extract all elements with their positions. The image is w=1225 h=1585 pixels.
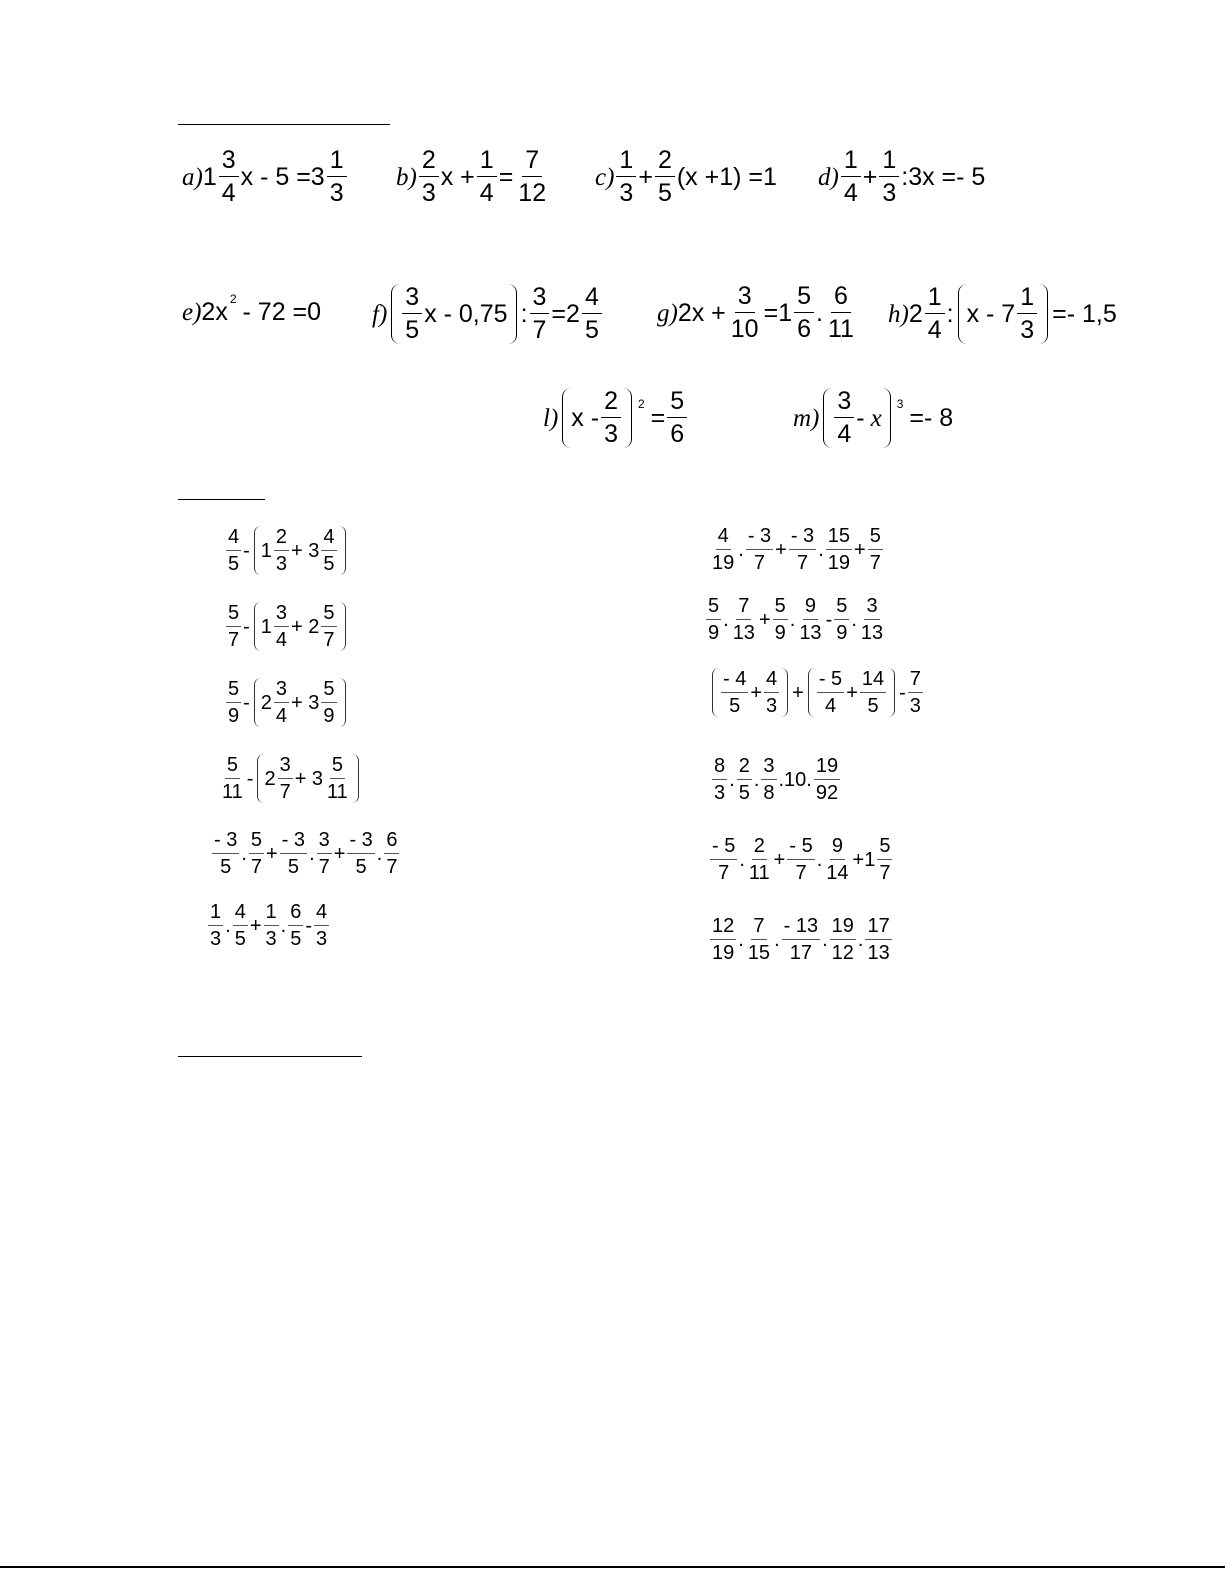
fraction: 5 7 xyxy=(228,602,240,651)
fraction: 19 12 xyxy=(831,915,854,964)
fraction: 8 3 xyxy=(714,755,726,804)
fraction: 4 5 xyxy=(582,285,602,343)
expression-right-1: 4 19 . - 3 7 + $\frac{- 3}{7}$ . 15 19 + $\frac{5}{7}$ xyxy=(712,525,881,574)
section3-heading-rule xyxy=(178,1056,362,1057)
equation-a: a) 1 3 4 x - 5 =3 1 3 xyxy=(182,148,349,206)
equation-e: e) 2x 2 - 72 =0 xyxy=(182,291,322,326)
fraction: 9 13 xyxy=(799,595,822,644)
expression-right-2: 5 9 . 7 13 + $\frac{5}{9}$ . 9 13 - 5 9 . 3 13 xyxy=(708,595,884,644)
fraction: 1 4 xyxy=(841,148,861,206)
fraction: 9 14 xyxy=(826,835,849,884)
equation-m: m) 3 4 - x 3 =- 8 xyxy=(793,387,954,448)
fraction: 12 19 xyxy=(712,915,735,964)
fraction: 3 7 xyxy=(318,829,330,878)
fraction: 3 13 xyxy=(860,595,884,644)
fraction: 5 9 xyxy=(228,678,240,727)
fraction: 3 4 xyxy=(219,148,239,206)
fraction: 1 4 xyxy=(925,285,945,343)
fraction: $\frac{5}{7}$ xyxy=(869,525,881,574)
fraction: 3 8 xyxy=(763,755,775,804)
parenthesis-group: 3 5 x - 0,75 xyxy=(391,284,516,344)
fraction: 1 3 xyxy=(616,148,636,206)
fraction: $\frac{- 5}{7}$ xyxy=(789,835,813,884)
fraction: 4 5 xyxy=(323,526,335,575)
fraction: 3 4 xyxy=(275,602,288,651)
fraction: $\frac{1}{3}$ xyxy=(265,901,277,950)
page-bottom-rule xyxy=(0,1566,1225,1568)
equation-c: c) 1 3 + $\frac{2}{5}$ (x +1) =1 xyxy=(595,146,777,207)
expression-right-4: 8 3 . 2 5 . 3 8 .10. 19 92 xyxy=(714,755,839,804)
fraction: 6 7 xyxy=(386,829,398,878)
fraction: 2 3 xyxy=(601,389,621,447)
equation-d: d) 1 4 + $\frac{1}{3}$ :3x =- 5 xyxy=(818,146,986,207)
expression-left-5: - 3 5 . 5 7 + $\frac{- 3}{5}$ . 3 7 + $\frac{- 3}{5}$ . 6 7 xyxy=(214,829,398,878)
fraction: 19 92 xyxy=(815,755,839,804)
fraction: 1 3 xyxy=(327,148,347,206)
fraction: - 13 17 xyxy=(783,915,819,964)
fraction: $\frac{3}{7}$ xyxy=(530,285,550,343)
parenthesis-group: 2 3 7 + 3 5 11 xyxy=(257,754,358,803)
fraction: 6 5 xyxy=(290,901,302,950)
fraction: $\frac{1}{4}$ xyxy=(477,148,497,206)
fraction: 3 4 xyxy=(275,678,288,727)
fraction: 5 7 xyxy=(879,835,891,884)
fraction: 2 3 xyxy=(419,148,439,206)
fraction: 15 19 xyxy=(827,525,850,574)
fraction: $\frac{- 3}{5}$ xyxy=(349,829,373,878)
fraction: 5 11 xyxy=(327,754,348,803)
fraction: 2 5 xyxy=(738,755,750,804)
fraction: $\frac{4}{3}$ xyxy=(766,668,778,717)
fraction: 17 13 xyxy=(867,915,890,964)
parenthesis-group: x - 2 3 xyxy=(562,388,632,448)
expression-right-6: 12 19 . 7 15 . - 13 17 . 19 12 . 17 13 xyxy=(712,915,890,964)
parenthesis-group: 3 4 - x xyxy=(823,388,890,448)
fraction: $\frac{14}{5}$ xyxy=(861,668,885,717)
equation-g: g) 2x + $\frac{3}{10}$ =1 5 6 . 6 11 xyxy=(657,284,859,342)
section1-heading-rule xyxy=(178,124,390,125)
fraction: $\frac{3}{10}$ xyxy=(730,282,759,343)
expression-left-2: 5 7 - 1 3 4 + 2 5 7 xyxy=(224,602,350,651)
expression-right-5: - 5 7 . 2 11 + $\frac{- 5}{7}$ . 9 14 +1 5 7 xyxy=(712,835,891,884)
equation-l: l) x - 2 3 2 = $\frac{5}{6}$ xyxy=(543,388,689,448)
parenthesis-group: - 5 4 + $\frac{14}{5}$ xyxy=(808,668,895,717)
equation-b: b) 2 3 x + $\frac{1}{4}$ = $\frac{7}{12}$ xyxy=(396,148,551,206)
fraction: 5 9 xyxy=(836,595,848,644)
equation-f: f) 3 5 x - 0,75 : $\frac{3}{7}$ =2 4 5 xyxy=(372,284,604,344)
fraction: - 3 5 xyxy=(214,829,238,878)
fraction: 7 15 xyxy=(747,915,771,964)
equation-h: h) 2 1 4 : x - 7 1 3 =- 1,5 xyxy=(888,283,1117,344)
fraction: $\frac{- 3}{5}$ xyxy=(281,829,306,878)
fraction: 7 13 xyxy=(732,595,755,644)
fraction: 3 5 xyxy=(402,285,422,343)
fraction: $\frac{5}{6}$ xyxy=(667,389,687,447)
fraction: $\frac{- 3}{7}$ xyxy=(790,525,815,574)
parenthesis-group: 1 3 4 + 2 5 7 xyxy=(254,602,346,651)
expression-left-1: 4 5 - 1 2 3 + 3 4 5 xyxy=(224,526,350,575)
fraction: 4 19 xyxy=(712,525,735,574)
fraction: 3 4 xyxy=(834,389,854,447)
fraction: 4 5 xyxy=(228,526,240,575)
fraction: 5 7 xyxy=(250,829,263,878)
fraction: $\frac{2}{5}$ xyxy=(655,148,675,206)
fraction: 5 11 xyxy=(222,754,243,803)
fraction: 2 11 xyxy=(748,835,770,884)
section2-heading-rule xyxy=(178,499,265,500)
fraction: - 3 7 xyxy=(747,525,772,574)
fraction: 7 3 xyxy=(909,668,921,717)
fraction: - 5 7 xyxy=(712,835,736,884)
parenthesis-group: 1 2 3 + 3 4 5 xyxy=(254,526,346,575)
expression-left-4: 5 11 - 2 3 7 + 3 5 11 xyxy=(218,754,363,803)
fraction: 2 3 xyxy=(275,526,288,575)
expression-left-6: 1 3 . 4 5 + $\frac{1}{3}$ . 6 5 - 4 3 xyxy=(210,901,328,950)
fraction: 6 11 xyxy=(827,282,854,343)
fraction: 3 7 xyxy=(279,754,291,803)
fraction: 1 3 xyxy=(210,901,222,950)
fraction: 5 9 xyxy=(708,595,720,644)
expression-left-3: 5 9 - 2 3 4 + 3 5 9 xyxy=(224,678,350,727)
parenthesis-group: 2 3 4 + 3 5 9 xyxy=(254,678,346,727)
fraction: $\frac{5}{9}$ xyxy=(774,595,786,644)
fraction: 5 7 xyxy=(323,602,335,651)
fraction: 5 6 xyxy=(794,284,814,342)
fraction: - 4 5 xyxy=(723,668,747,717)
fraction: $\frac{1}{3}$ xyxy=(879,148,899,206)
fraction: 4 3 xyxy=(315,901,328,950)
fraction: 5 9 xyxy=(323,678,335,727)
parenthesis-group: x - 7 1 3 xyxy=(958,284,1049,344)
fraction: 1 3 xyxy=(1017,285,1037,343)
fraction: - 5 4 xyxy=(818,668,843,717)
parenthesis-group: - 4 5 + $\frac{4}{3}$ xyxy=(712,668,788,717)
fraction: $\frac{7}{12}$ xyxy=(518,146,547,207)
expression-right-3: - 4 5 + $\frac{4}{3}$ + - 5 4 + $\frac{14}{5}$ - 7 3 xyxy=(708,668,925,717)
fraction: 4 5 xyxy=(234,901,246,950)
